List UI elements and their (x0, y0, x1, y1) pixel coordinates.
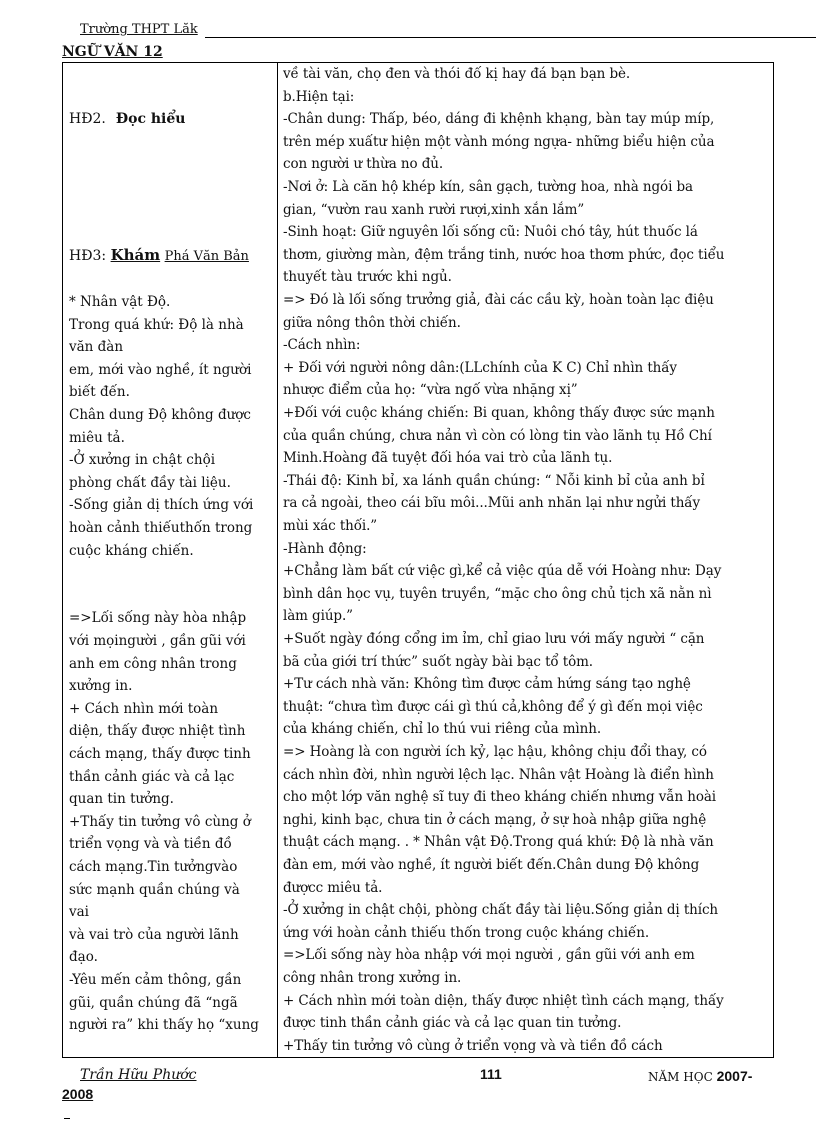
text-line: cho một lớp văn nghệ sĩ tuy đi theo kháng chiến nhưng vẫn hoài (283, 789, 717, 806)
text-line: được tinh thần cảnh giác và cả lạc quan tin tưởng. (283, 1015, 622, 1032)
text-line: người ra” khi thấy họ “xung (69, 1017, 259, 1034)
text-line: -Chân dung: Thấp, béo, dáng đi khệnh khạng, bàn tay múp míp, (283, 111, 715, 128)
subject-title: NGỮ VĂN 12 (62, 44, 163, 60)
school-year-label: NĂM HỌC (648, 1070, 713, 1084)
hd3-title-main: Khám (110, 246, 161, 264)
text-line: * Nhân vật Độ. (69, 294, 171, 310)
hd3-label: HĐ3: (69, 248, 107, 264)
text-line: bình dân học vụ, tuyên truyền, “mặc cho ông chủ tịch xã nằn nì (283, 585, 712, 602)
text-line: anh em công nhân trong (69, 655, 237, 672)
activity-hd2 (69, 111, 185, 127)
text-line: em, mới vào nghề, ít người (69, 361, 252, 378)
text-line: Trong quá khứ: Độ là nhà (69, 316, 244, 333)
text-line: cuộc kháng chiến. (69, 542, 194, 559)
text-line: -Ở xưởng in chật chội (69, 452, 216, 469)
text-line: phòng chất đầy tài liệu. (69, 474, 231, 491)
text-line: cách mạng.Tin tưởngvào (69, 859, 238, 875)
text-line: trên mép xuấtư hiện một vành móng ngựa- những biểu hiện của (283, 133, 715, 150)
text-line: triển vọng và và tiền đồ (69, 836, 232, 853)
text-line: =>Lối sống này hòa nhập với mọi người , gần gũi với anh em (283, 947, 695, 964)
text-line: đạo. (69, 949, 98, 966)
school-year (648, 1068, 752, 1084)
text-line: -Sống giản dị thích ứng với (69, 497, 254, 514)
text-line: thuyết tàu trước khi ngủ. (283, 269, 452, 286)
activity-hd3 (69, 246, 249, 264)
text-line: bã của giới trí thức” suốt ngày bài bạc tổ tôm. (283, 653, 593, 670)
text-line: cách mạng, thấy được tinh (69, 746, 251, 762)
text-line: diện, thấy được nhiệt tình (69, 723, 246, 740)
text-line: cách nhìn đời, nhìn người lệch lạc. Nhân vật Hoàng là điển hình (283, 766, 714, 783)
text-line: ứng với hoàn cảnh thiếu thốn trong cuộc kháng chiến. (283, 924, 650, 941)
text-line: + Đối với người nông dân:(LLchính của K C) Chỉ nhìn thấy (283, 359, 677, 376)
text-line: +Thấy tin tưởng vô cùng ở (69, 813, 251, 830)
text-line: xưởng in. (69, 678, 133, 695)
column-divider (277, 63, 278, 1057)
text-line: đàn em, mới vào nghề, ít người biết đến.Chân dung Độ không (283, 857, 700, 873)
text-line: văn đàn (69, 339, 124, 356)
text-line: thơm, giường màn, đệm trắng tinh, nước hoa thơm phức, đọc tiểu (283, 246, 725, 263)
text-line: nghi, kinh bạc, chưa tin ở cách mạng, ở sự hoà nhập giữa nghệ (283, 811, 707, 828)
text-line: mùi xác thối.” (283, 518, 378, 534)
text-line: con người ư thừa no đủ. (283, 156, 444, 173)
left-column (63, 63, 277, 1057)
text-line: thuật cách mạng. . * Nhân vật Độ.Trong quá khứ: Độ là nhà văn (283, 834, 714, 851)
text-line: về tài văn, chọ đen và thói đố kị hay đá bạn bạn bè. (283, 66, 631, 82)
text-line: -Ở xưởng in chật chội, phòng chất đầy tài liệu.Sống giản dị thích (283, 902, 719, 919)
text-line: biết đến. (69, 384, 130, 401)
school-year-end: 2008 (62, 1086, 94, 1102)
text-line: quan tin tưởng. (69, 791, 174, 808)
text-line: giữa nông thôn thời chiến. (283, 314, 461, 331)
header-rule (205, 37, 816, 38)
text-line: b.Hiện tại: (283, 88, 355, 105)
text-line: -Sinh hoạt: Giữ nguyên lối sống cũ: Nuôi chó tây, hút thuốc lá (283, 224, 698, 241)
text-line: -Thái độ: Kinh bỉ, xa lánh quần chúng: “ Nỗi kinh bỉ của anh bỉ (283, 472, 705, 489)
text-line: +Chẳng làm bất cứ việc gì,kể cả việc qúa dễ với Hoàng như: Dạy (283, 563, 722, 580)
text-line: nhược điểm của họ: “vừa ngố vừa nhặng xị” (283, 382, 578, 399)
text-line: -Yêu mến cảm thông, gần (69, 972, 242, 988)
text-line: công nhân trong xưởng in. (283, 970, 462, 986)
text-line: +Đối với cuộc kháng chiến: Bi quan, không thấy được sức mạnh (283, 405, 715, 421)
text-line: thuật: “chưa tìm được cái gì thú cả,không để ý gì đến mọi việc (283, 698, 703, 715)
author-name: Trần Hữu Phước (80, 1067, 197, 1083)
text-line: của kháng chiến, chỉ lo thú vui riêng của mình. (283, 721, 602, 738)
text-line: vai (69, 904, 89, 921)
text-line: Minh.Hoàng đã tuyệt đối hóa vai trò của lãnh tụ. (283, 450, 613, 467)
text-line: => Hoàng là con người ích kỷ, lạc hậu, không chịu đổi thay, có (283, 744, 707, 760)
text-line: gian, “vườn rau xanh rười rượi,xinh xắn lắm” (283, 201, 585, 218)
text-line: +Suốt ngày đóng cổng im ỉm, chỉ giao lưu với mấy người “ cặn (283, 631, 705, 647)
text-line: -Cách nhìn: (283, 337, 361, 354)
page-number: 111 (480, 1066, 502, 1082)
text-line: + Cách nhìn mới toàn diện, thấy được nhiệt tình cách mạng, thấy (283, 992, 724, 1009)
page-mark (64, 1118, 70, 1119)
text-line: thần cảnh giác và cả lạc (69, 768, 235, 785)
text-line: miêu tả. (69, 429, 125, 446)
school-year-start: 2007- (716, 1068, 753, 1084)
text-line: hoàn cảnh thiếuthốn trong (69, 520, 253, 536)
text-line: =>Lối sống này hòa nhập (69, 610, 247, 627)
text-line: ra cả ngoài, theo cái bĩu môi...Mũi anh nhăn lại như ngửi thấy (283, 495, 701, 512)
text-line: + Cách nhìn mới toàn (69, 700, 219, 717)
text-line: +Tư cách nhà văn: Không tìm được cảm hứng sáng tạo nghệ (283, 676, 691, 693)
lesson-table (62, 62, 774, 1058)
text-line: làm giúp.” (283, 608, 353, 625)
text-line: -Nơi ở: Là căn hộ khép kín, sân gạch, tường hoa, nhà ngói ba (283, 179, 693, 195)
text-line: Chân dung Độ không được (69, 407, 251, 423)
text-line: đượcc miêu tả. (283, 879, 383, 896)
text-line: gũi, quần chúng đã “ngã (69, 994, 238, 1011)
text-line: và vai trò của người lãnh (69, 926, 239, 943)
school-name: Trường THPT Lăk (80, 22, 198, 37)
hd2-title: Đọc hiểu (115, 111, 186, 127)
hd3-title-rest: Phá Văn Bản (164, 249, 249, 264)
text-line: của quần chúng, chưa nản vì còn có lòng tin vào lãnh tụ Hồ Chí (283, 427, 712, 444)
text-line: với mọingười , gần gũi với (69, 633, 246, 649)
hd2-label: HĐ2. (69, 111, 106, 127)
right-column (279, 63, 773, 1057)
text-line: sức mạnh quần chúng và (69, 881, 240, 898)
text-line: -Hành động: (283, 540, 367, 557)
text-line: => Đó là lối sống trưởng giả, đài các cầu kỳ, hoàn toàn lạc điệu (283, 292, 714, 308)
text-line: +Thấy tin tưởng vô cùng ở triển vọng và và tiền đồ cách (283, 1037, 663, 1054)
